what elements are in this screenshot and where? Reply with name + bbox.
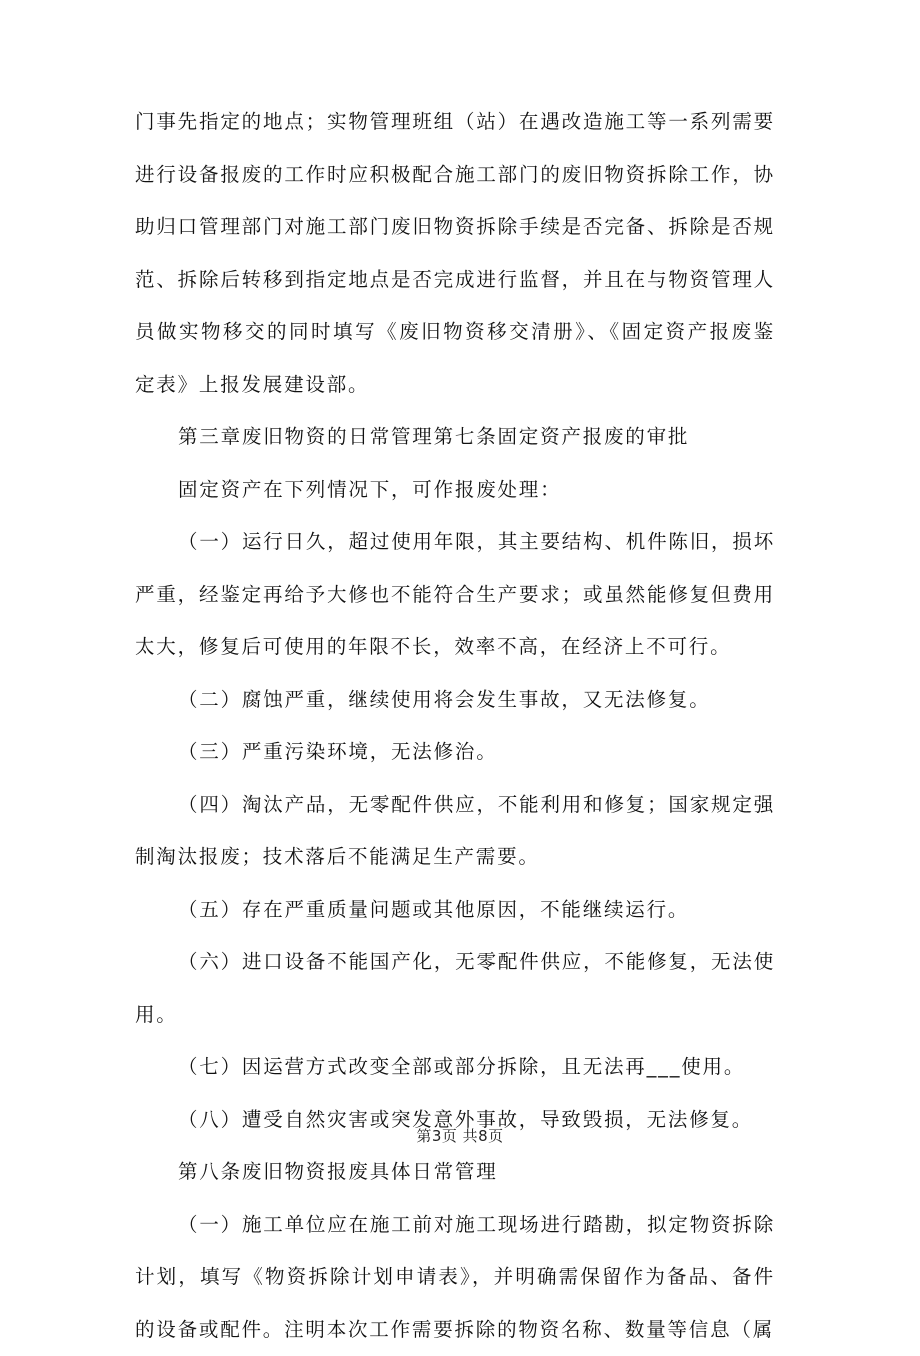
paragraph: 固定资产在下列情况下，可作报废处理： bbox=[135, 464, 775, 517]
paragraph: （八）遭受自然灾害或突发意外事故，导致毁损，无法修复。 bbox=[135, 1094, 775, 1147]
paragraph: （三）严重污染环境，无法修治。 bbox=[135, 726, 775, 779]
paragraph: （六）进口设备不能国产化，无零配件供应，不能修复，无法使用。 bbox=[135, 936, 775, 1041]
paragraph: 第三章废旧物资的日常管理第七条固定资产报废的审批 bbox=[135, 411, 775, 464]
paragraph: （七）因运营方式改变全部或部分拆除，且无法再___使用。 bbox=[135, 1041, 775, 1094]
paragraph: 第八条废旧物资报废具体日常管理 bbox=[135, 1146, 775, 1199]
paragraph: （一）施工单位应在施工前对施工现场进行踏勘，拟定物资拆除计划，填写《物资拆除计划申请表》，并明确需保留作为备品、备件的设备或配件。注明本次工作需要拆除的物资名称、数量等信息（属 bbox=[135, 1199, 775, 1356]
paragraph: （二）腐蚀严重，继续使用将会发生事故，又无法修复。 bbox=[135, 674, 775, 727]
paragraph: （一）运行日久，超过使用年限，其主要结构、机件陈旧，损坏严重，经鉴定再给予大修也不能符合生产要求；或虽然能修复但费用太大，修复后可使用的年限不长，效率不高，在经济上不可行。 bbox=[135, 516, 775, 674]
paragraph: （四）淘汰产品，无零配件供应，不能利用和修复；国家规定强制淘汰报废；技术落后不能满足生产需要。 bbox=[135, 779, 775, 884]
paragraph: 门事先指定的地点；实物管理班组（站）在遇改造施工等一系列需要进行设备报废的工作时应积极配合施工部门的废旧物资拆除工作，协助归口管理部门对施工部门废旧物资拆除手续是否完备、拆除是否规范、拆除后转移到指定地点是否完成进行监督，并且在与物资管理人员做实物移交的同时填写《废旧物资移交清册》、《固定资产报废鉴定表》上报发展建设部。 bbox=[135, 96, 775, 411]
page-number: 第3页 共8页 bbox=[0, 1125, 920, 1146]
document-body bbox=[135, 96, 775, 1356]
paragraph: （五）存在严重质量问题或其他原因，不能继续运行。 bbox=[135, 884, 775, 937]
